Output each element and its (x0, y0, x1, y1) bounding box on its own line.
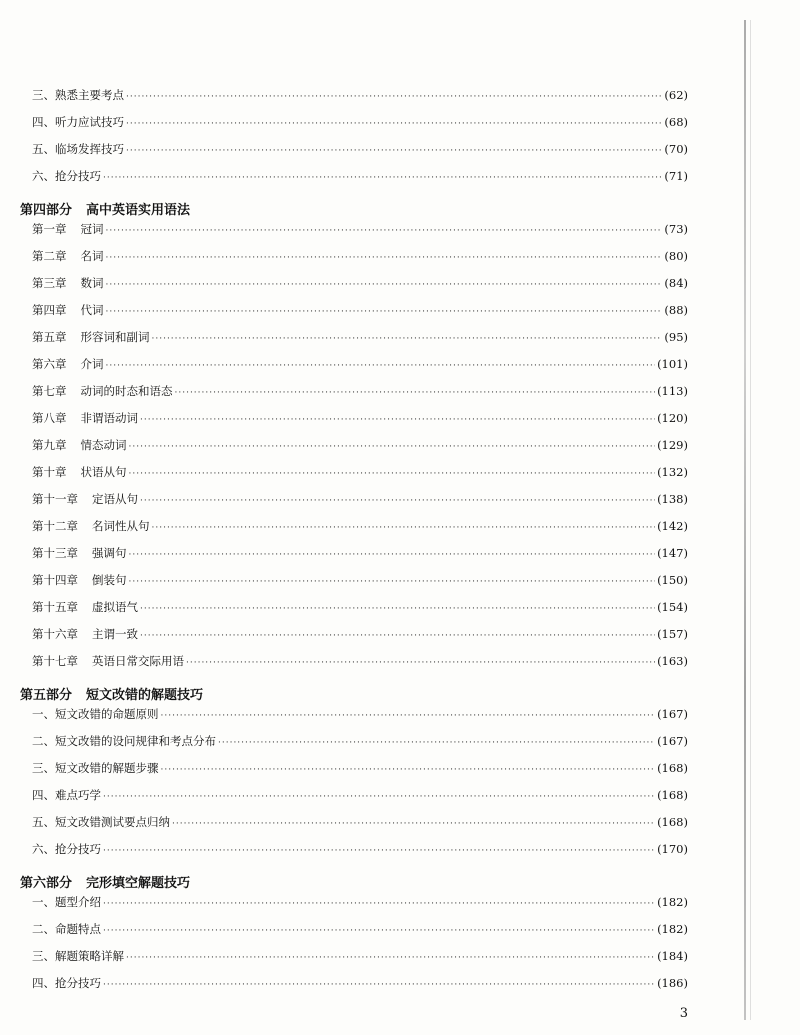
entry-page-number: (68) (664, 115, 688, 129)
toc-entry[interactable] (20, 760, 688, 787)
chapter-number: 第十四章 (32, 573, 78, 587)
entry-title (32, 787, 103, 803)
chapter-number: 第三章 (32, 276, 67, 290)
table-of-contents (20, 87, 688, 1002)
entry-title-text: 强调句 (92, 546, 127, 560)
chapter-number: 第二章 (32, 249, 67, 263)
entry-page-number: (150) (657, 573, 688, 587)
entry-page-number: (95) (664, 330, 688, 344)
entry-page-number: (120) (657, 411, 688, 425)
chapter-number: 第九章 (32, 438, 67, 452)
entry-title-text: 状语从句 (80, 465, 127, 479)
entry-title (32, 706, 161, 722)
toc-entry[interactable] (20, 437, 688, 464)
toc-entry[interactable] (20, 114, 688, 141)
entry-page-number: (163) (657, 654, 688, 668)
dot-leader (103, 980, 655, 990)
dot-leader (152, 523, 656, 533)
toc-entry[interactable] (20, 356, 688, 383)
page-edge-shadow (744, 20, 746, 1020)
entry-title (32, 572, 129, 588)
chapter-number: 第十三章 (32, 546, 78, 560)
entry-title-text: 主谓一致 (92, 627, 138, 641)
toc-entry[interactable] (20, 626, 688, 653)
entry-title (32, 248, 106, 264)
entry-title-text: 英语日常交际用语 (92, 654, 184, 668)
entry-title (32, 87, 126, 103)
entry-page-number: (182) (657, 895, 688, 909)
toc-entry[interactable] (20, 275, 688, 302)
entry-title (32, 437, 129, 453)
entry-title (32, 464, 129, 480)
chapter-number: 第十二章 (32, 519, 78, 533)
page-number: 3 (679, 1006, 688, 1021)
dot-leader (103, 926, 655, 936)
toc-entry[interactable] (20, 975, 688, 1002)
dot-leader (103, 899, 655, 909)
dot-leader (126, 953, 655, 963)
chapter-number: 第十一章 (32, 492, 78, 506)
dot-leader (129, 577, 656, 587)
dot-leader (218, 738, 655, 748)
chapter-number: 第六章 (32, 357, 67, 371)
entry-page-number: (142) (657, 519, 688, 533)
entry-page-number: (101) (657, 357, 688, 371)
part-number: 第五部分 (20, 687, 73, 703)
dot-leader (129, 469, 656, 479)
entry-page-number: (70) (664, 142, 688, 156)
toc-entry[interactable] (20, 653, 688, 680)
dot-leader (106, 226, 663, 236)
toc-entry[interactable] (20, 572, 688, 599)
entry-page-number: (186) (657, 976, 688, 990)
entry-title-text: 介词 (80, 357, 104, 371)
entry-title-text: 定语从句 (92, 492, 138, 506)
entry-title (32, 302, 106, 318)
entry-title-text: 四、听力应试技巧 (32, 115, 124, 129)
chapter-number: 第一章 (32, 222, 67, 236)
entry-title (32, 221, 106, 237)
entry-title-text: 四、抢分技巧 (32, 976, 101, 990)
page-edge-line (750, 20, 751, 1020)
entry-title (32, 814, 172, 830)
part-title: 高中英语实用语法 (86, 202, 191, 218)
chapter-number: 第十章 (32, 465, 67, 479)
entry-page-number: (170) (657, 842, 688, 856)
dot-leader (172, 819, 655, 829)
entry-title (32, 760, 161, 776)
dot-leader (103, 846, 655, 856)
entry-title-text: 五、临场发挥技巧 (32, 142, 124, 156)
entry-page-number: (88) (664, 303, 688, 317)
entry-title-text: 数词 (80, 276, 104, 290)
entry-title (32, 168, 103, 184)
entry-title (32, 383, 175, 399)
toc-entry[interactable] (20, 302, 688, 329)
entry-title (32, 975, 103, 991)
entry-title-text: 一、题型介绍 (32, 895, 101, 909)
part-number: 第六部分 (20, 875, 73, 891)
entry-title-text: 名词 (80, 249, 104, 263)
entry-page-number: (113) (657, 384, 688, 398)
toc-entry[interactable] (20, 221, 688, 248)
entry-title-text: 形容词和副词 (80, 330, 150, 344)
part-heading (20, 680, 688, 706)
toc-entry[interactable] (20, 518, 688, 545)
entry-title-text: 三、解题策略详解 (32, 949, 124, 963)
toc-entry[interactable] (20, 733, 688, 760)
entry-title (32, 653, 186, 669)
entry-page-number: (80) (664, 249, 688, 263)
entry-page-number: (147) (657, 546, 688, 560)
chapter-number: 第五章 (32, 330, 67, 344)
entry-title (32, 329, 152, 345)
entry-title (32, 141, 126, 157)
dot-leader (140, 415, 655, 425)
dot-leader (126, 119, 662, 129)
dot-leader (103, 173, 662, 183)
entry-title-text: 三、熟悉主要考点 (32, 88, 124, 102)
dot-leader (161, 711, 656, 721)
toc-entry[interactable] (20, 141, 688, 168)
entry-title (32, 733, 218, 749)
part-heading (20, 868, 688, 894)
entry-title-text: 四、难点巧学 (32, 788, 101, 802)
entry-title (32, 599, 140, 615)
entry-title (32, 410, 140, 426)
entry-title-text: 倒装句 (92, 573, 127, 587)
part-title: 完形填空解题技巧 (86, 875, 191, 891)
entry-title-text: 代词 (80, 303, 104, 317)
entry-title (32, 518, 152, 534)
entry-page-number: (73) (664, 222, 688, 236)
chapter-number: 第十五章 (32, 600, 78, 614)
dot-leader (106, 307, 663, 317)
entry-title-text: 二、命题特点 (32, 922, 101, 936)
toc-entry[interactable] (20, 491, 688, 518)
toc-entry[interactable] (20, 787, 688, 814)
entry-title-text: 二、短文改错的设问规律和考点分布 (32, 734, 216, 748)
entry-title (32, 545, 129, 561)
entry-page-number: (138) (657, 492, 688, 506)
dot-leader (161, 765, 656, 775)
dot-leader (186, 658, 655, 668)
chapter-number: 第四章 (32, 303, 67, 317)
entry-page-number: (157) (657, 627, 688, 641)
entry-title (32, 491, 140, 507)
entry-title (32, 921, 103, 937)
entry-title-text: 非谓语动词 (80, 411, 138, 425)
dot-leader (126, 92, 662, 102)
entry-title-text: 冠词 (80, 222, 104, 236)
toc-entry[interactable] (20, 841, 688, 868)
entry-title-text: 一、短文改错的命题原则 (32, 707, 159, 721)
entry-page-number: (184) (657, 949, 688, 963)
chapter-number: 第七章 (32, 384, 67, 398)
part-number: 第四部分 (20, 202, 73, 218)
entry-title (32, 894, 103, 910)
entry-page-number: (168) (657, 788, 688, 802)
entry-page-number: (154) (657, 600, 688, 614)
toc-entry[interactable] (20, 248, 688, 275)
dot-leader (140, 604, 655, 614)
entry-title-text: 名词性从句 (92, 519, 150, 533)
toc-entry[interactable] (20, 168, 688, 195)
entry-title-text: 三、短文改错的解题步骤 (32, 761, 159, 775)
dot-leader (106, 253, 663, 263)
toc-entry[interactable] (20, 814, 688, 841)
entry-page-number: (71) (664, 169, 688, 183)
entry-page-number: (84) (664, 276, 688, 290)
toc-entry[interactable] (20, 87, 688, 114)
dot-leader (103, 792, 655, 802)
entry-page-number: (129) (657, 438, 688, 452)
toc-entry[interactable] (20, 948, 688, 975)
toc-entry[interactable] (20, 545, 688, 572)
entry-page-number: (132) (657, 465, 688, 479)
part-title: 短文改错的解题技巧 (86, 687, 204, 703)
dot-leader (140, 496, 655, 506)
dot-leader (175, 388, 656, 398)
entry-title (32, 626, 140, 642)
entry-title-text: 情态动词 (80, 438, 127, 452)
dot-leader (140, 631, 655, 641)
toc-entry[interactable] (20, 383, 688, 410)
toc-entry[interactable] (20, 599, 688, 626)
entry-page-number: (167) (657, 707, 688, 721)
toc-entry[interactable] (20, 464, 688, 491)
entry-title (32, 841, 103, 857)
toc-entry[interactable] (20, 329, 688, 356)
part-heading (20, 195, 688, 221)
dot-leader (129, 442, 656, 452)
entry-title-text: 六、抢分技巧 (32, 842, 101, 856)
toc-entry[interactable] (20, 894, 688, 921)
toc-entry[interactable] (20, 921, 688, 948)
entry-title-text: 虚拟语气 (92, 600, 138, 614)
chapter-number: 第十七章 (32, 654, 78, 668)
entry-title-text: 动词的时态和语态 (80, 384, 173, 398)
entry-title-text: 六、抢分技巧 (32, 169, 101, 183)
dot-leader (106, 361, 656, 371)
entry-page-number: (62) (664, 88, 688, 102)
entry-title (32, 114, 126, 130)
entry-page-number: (182) (657, 922, 688, 936)
entry-title-text: 五、短文改错测试要点归纳 (32, 815, 170, 829)
entry-page-number: (167) (657, 734, 688, 748)
chapter-number: 第十六章 (32, 627, 78, 641)
entry-title (32, 356, 106, 372)
dot-leader (126, 146, 662, 156)
entry-title (32, 948, 126, 964)
dot-leader (152, 334, 663, 344)
dot-leader (106, 280, 663, 290)
dot-leader (129, 550, 656, 560)
chapter-number: 第八章 (32, 411, 67, 425)
entry-page-number: (168) (657, 815, 688, 829)
entry-page-number: (168) (657, 761, 688, 775)
entry-title (32, 275, 106, 291)
toc-entry[interactable] (20, 706, 688, 733)
toc-entry[interactable] (20, 410, 688, 437)
